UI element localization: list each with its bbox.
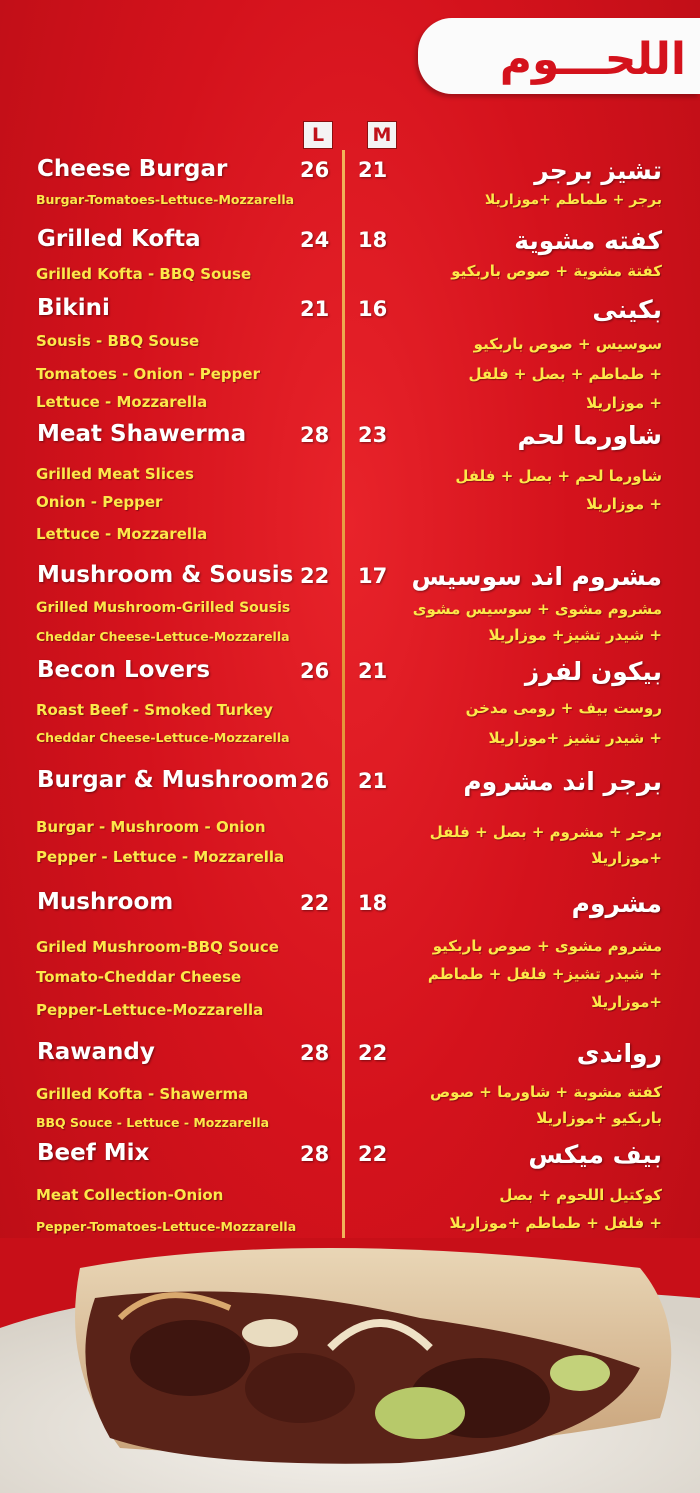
price-medium: 18 — [358, 891, 388, 915]
item-desc: Burgar - Mushroom - Onion — [36, 818, 266, 836]
item-desc: Grilled Kofta - BBQ Souse — [36, 265, 252, 283]
item-desc: Sousis - BBQ Souse — [36, 332, 200, 350]
price-large: 28 — [300, 1142, 330, 1166]
item-desc: Griled Mushroom-BBQ Souce — [36, 938, 279, 956]
item-desc-ar: كفتة مشوية + صوص باربكيو — [451, 262, 662, 280]
price-large: 24 — [300, 228, 330, 252]
item-name: Becon Lovers — [37, 657, 211, 683]
item-name-ar: بيكون لفرز — [524, 657, 662, 686]
item-name-ar: تشيز برجر — [534, 156, 662, 185]
item-desc: Lettuce - Mozzarella — [36, 525, 208, 543]
column-divider — [342, 150, 345, 1238]
item-desc: Meat Collection-Onion — [36, 1186, 224, 1204]
item-desc-ar: شاورما لحم + بصل + فلفل — [455, 467, 662, 485]
item-name-ar: كفته مشوية — [514, 226, 662, 255]
item-name-ar: بكينى — [592, 295, 662, 324]
item-desc: Lettuce - Mozzarella — [36, 393, 208, 411]
item-desc-ar: +موزاريلا — [591, 849, 662, 867]
price-large: 22 — [300, 564, 330, 588]
item-desc: Tomatoes - Onion - Pepper — [36, 365, 260, 383]
item-name-ar: شاورما لحم — [517, 421, 662, 450]
item-desc: Onion - Pepper — [36, 493, 163, 511]
price-large: 21 — [300, 297, 330, 321]
item-desc-ar: + فلفل + طماطم +موزاريلا — [449, 1214, 662, 1232]
price-large: 22 — [300, 891, 330, 915]
item-name-ar: بيف ميكس — [528, 1140, 662, 1169]
price-medium: 21 — [358, 659, 388, 683]
item-desc-ar: + موزاريلا — [586, 495, 662, 513]
price-medium: 22 — [358, 1041, 388, 1065]
item-desc-ar: روست بيف + رومى مدخن — [465, 699, 662, 717]
item-desc-ar: برجر + مشروم + بصل + فلفل — [429, 823, 662, 841]
item-desc-ar: برجر + طماطم +موزاريلا — [484, 192, 662, 208]
item-desc: Pepper-Tomatoes-Lettuce-Mozzarella — [36, 1219, 297, 1234]
item-desc-ar: + موزاريلا — [586, 394, 662, 412]
item-desc-ar: + شيدر تشيز +موزاريلا — [488, 729, 662, 747]
item-desc: Grilled Meat Slices — [36, 465, 194, 483]
item-name: Grilled Kofta — [37, 226, 201, 252]
item-desc: Grilled Kofta - Shawerma — [36, 1085, 249, 1103]
item-name: Burgar & Mushroom — [37, 767, 298, 793]
item-name: Bikini — [37, 295, 110, 321]
price-large: 28 — [300, 423, 330, 447]
item-desc: BBQ Souce - Lettuce - Mozzarella — [36, 1115, 270, 1130]
price-medium: 21 — [358, 158, 388, 182]
item-desc-ar: مشروم مشوى + سوسيس مشوى — [412, 600, 662, 618]
price-medium: 17 — [358, 564, 388, 588]
price-medium: 23 — [358, 423, 388, 447]
item-desc-ar: باربكيو +موزاريلا — [536, 1109, 662, 1127]
price-medium: 16 — [358, 297, 388, 321]
item-desc: Pepper-Lettuce-Mozzarella — [36, 1001, 264, 1019]
item-name-ar: برجر اند مشروم — [463, 767, 662, 796]
item-name-ar: مشروم اند سوسيس — [411, 562, 662, 591]
item-name-ar: رواندى — [576, 1039, 662, 1068]
price-medium: 22 — [358, 1142, 388, 1166]
price-large: 26 — [300, 659, 330, 683]
item-name: Meat Shawerma — [37, 421, 247, 447]
item-desc-ar: + شيدر تشيز+ فلفل + طماطم — [427, 965, 662, 983]
item-desc-ar: كوكتيل اللحوم + بصل — [499, 1186, 662, 1204]
item-desc: Pepper - Lettuce - Mozzarella — [36, 848, 285, 866]
price-medium: 18 — [358, 228, 388, 252]
price-large: 28 — [300, 1041, 330, 1065]
item-desc-ar: +موزاريلا — [591, 993, 662, 1011]
item-desc: Tomato-Cheddar Cheese — [36, 968, 242, 986]
price-large: 26 — [300, 769, 330, 793]
item-desc: Grilled Mushroom-Grilled Sousis — [36, 600, 291, 616]
item-name: Cheese Burgar — [37, 156, 228, 182]
item-name: Mushroom & Sousis — [37, 562, 294, 588]
item-name: Rawandy — [37, 1039, 155, 1065]
size-large-label: L — [303, 121, 333, 149]
item-desc-ar: سوسيس + صوص باربكيو — [473, 335, 662, 353]
item-desc-ar: مشروم مشوى + صوص باربكيو — [432, 937, 662, 955]
price-large: 26 — [300, 158, 330, 182]
item-desc: Roast Beef - Smoked Turkey — [36, 701, 273, 719]
item-name: Beef Mix — [37, 1140, 150, 1166]
item-desc: Burgar-Tomatoes-Lettuce-Mozzarella — [36, 192, 295, 207]
food-photo — [0, 1238, 700, 1493]
item-desc-ar: + شيدر تشيز+ موزاريلا — [488, 626, 662, 644]
price-medium: 21 — [358, 769, 388, 793]
item-desc: Cheddar Cheese-Lettuce-Mozzarella — [36, 629, 290, 644]
item-desc-ar: كفتة مشوبة + شاورما + صوص — [429, 1083, 662, 1101]
menu-category-title: اللحـــوم — [499, 34, 686, 85]
item-desc: Cheddar Cheese-Lettuce-Mozzarella — [36, 730, 290, 745]
item-name: Mushroom — [37, 889, 174, 915]
item-name-ar: مشروم — [571, 889, 662, 918]
item-desc-ar: + طماطم + بصل + فلفل — [468, 365, 662, 383]
size-medium-label: M — [367, 121, 397, 149]
